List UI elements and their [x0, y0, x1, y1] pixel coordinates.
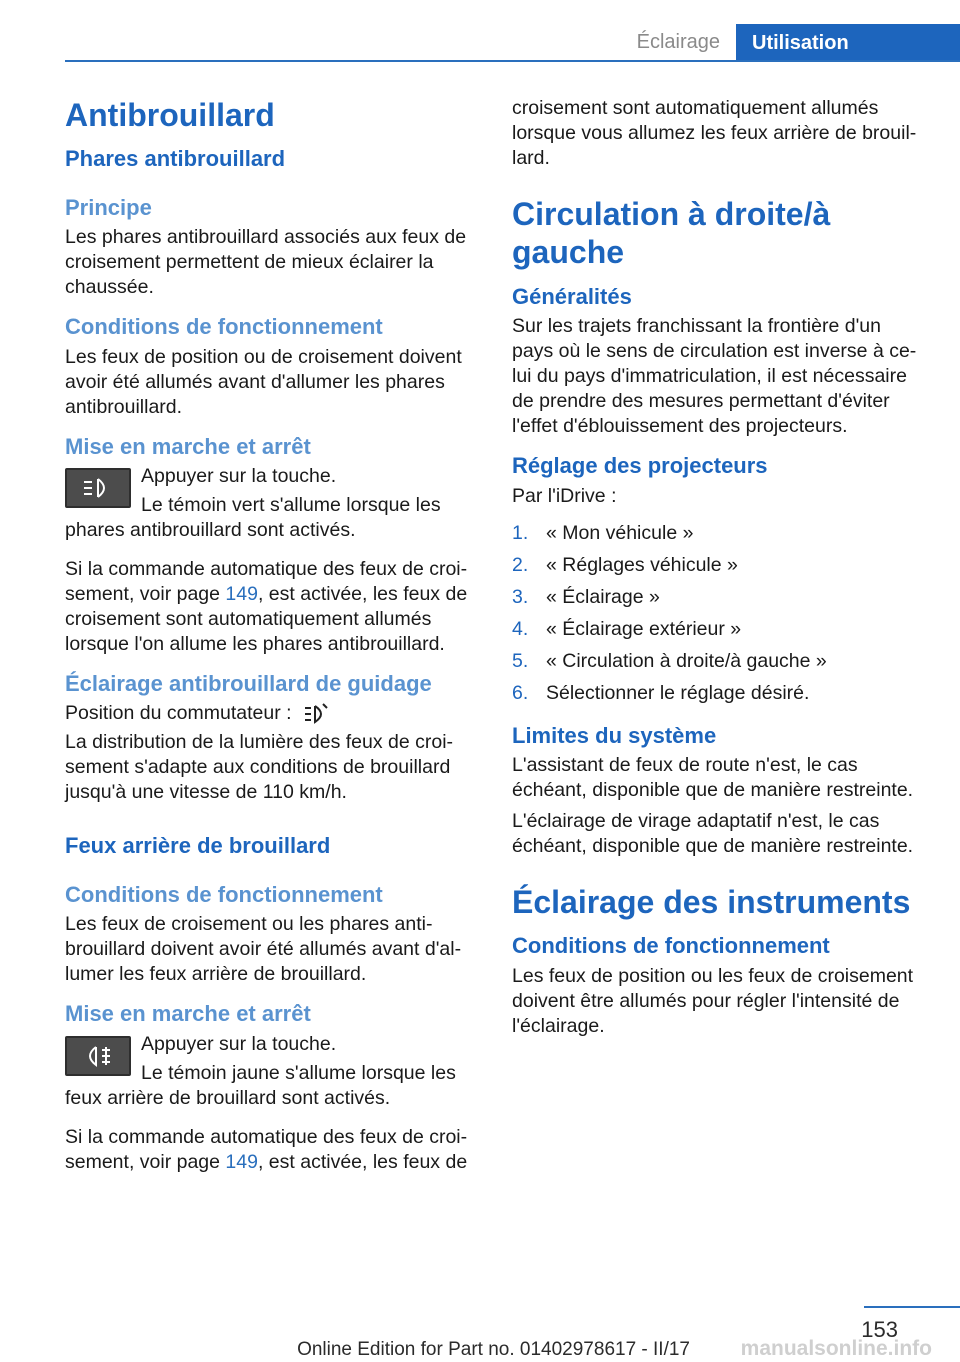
onoff-1-press: Appuyer sur la touche. [141, 464, 337, 487]
list-item: 1. « Mon véhicule » [512, 521, 694, 544]
heading-front-fog: Phares antibrouillard [65, 146, 286, 172]
auto-1-text: Si la commande automatique des feux de croi-sement, voir page 149, est activée, les feux de croisement sont automatiquement allumés lorsque l'on allume les phares antibrouillard. [65, 557, 468, 655]
onoff-2-lamp-cont: feux arrière de brouillard sont activés. [65, 1086, 391, 1109]
rear-fog-button-icon [65, 1036, 131, 1076]
front-fog-button-block [65, 464, 477, 518]
guide-text: La distribution de la lumière des feux de croi-sement s'adapte aux conditions de brouillard jusqu'à une vitesse de 110 km/h. [65, 731, 454, 804]
reglage-intro: Par l'iDrive : [512, 484, 617, 507]
section-title-instruments: Éclairage des instruments [512, 883, 911, 920]
watermark: manualsonline.info [740, 1337, 932, 1360]
heading-rear-fog: Feux arrière de brouillard [65, 833, 331, 859]
list-item: 4. « Éclairage extérieur » [512, 617, 742, 640]
heading-guide: Éclairage antibrouillard de guidage [65, 670, 432, 696]
heading-reglage: Réglage des projecteurs [512, 453, 768, 479]
left-column [65, 96, 477, 1189]
heading-onoff-2: Mise en marche et arrêt [65, 1001, 311, 1027]
limites-text-2: L'éclairage de virage adaptatif n'est, le cas échéant, disponible que de manière restreinte. [512, 809, 914, 857]
heading-limites: Limites du système [512, 722, 717, 748]
section-title-antibrouillard: Antibrouillard [65, 97, 275, 133]
guide-position: Position du commutateur : [65, 701, 477, 726]
conditions-3-text: Les feux de position ou les feux de croisement doivent être allumés pour régler l'intensité de l'éclairage. [512, 964, 914, 1037]
list-item: 2. « Réglages véhicule » [512, 553, 738, 576]
heading-generalites: Généralités [512, 283, 632, 309]
page-number: 153 [861, 1317, 898, 1342]
principe-text: Les phares antibrouillard associés aux feux de croisement permettent de mieux éclairer la chaussée. [65, 226, 467, 299]
onoff-2-lamp: Le témoin jaune s'allume lorsque les [141, 1061, 456, 1084]
heading-principe: Principe [65, 194, 152, 220]
list-item: 3. « Éclairage » [512, 585, 660, 608]
heading-onoff-1: Mise en marche et arrêt [65, 433, 311, 459]
limites-text-1: L'assistant de feux de route n'est, le cas échéant, disponible que de manière restreinte. [512, 753, 914, 801]
auto-2-text: Si la commande automatique des feux de croi-sement, voir page 149, est activée, les feux de [65, 1125, 468, 1173]
header-rule [65, 60, 960, 62]
page-link-149[interactable]: 149 [225, 582, 258, 605]
rear-fog-button-block [65, 1032, 477, 1086]
edition-text: Online Edition for Part no. 01402978617 - II/17 [297, 1339, 690, 1360]
footer-rule [864, 1306, 960, 1308]
heading-conditions-2: Conditions de fonctionnement [65, 881, 383, 907]
heading-conditions-3: Conditions de fonctionnement [512, 933, 830, 959]
heading-conditions-1: Conditions de fonctionnement [65, 314, 383, 340]
idrive-steps-list [512, 517, 927, 709]
onoff-2-press: Appuyer sur la touche. [141, 1032, 337, 1055]
conditions-2-text: Les feux de croisement ou les phares anti-brouillard doivent avoir été allumés avant d'al-lumer les feux arrière de brouillard. [65, 913, 462, 986]
onoff-1-lamp: Le témoin vert s'allume lorsque les [141, 493, 441, 516]
fog-guide-switch-icon [297, 702, 337, 726]
onoff-1-lamp-cont: phares antibrouillard sont activés. [65, 518, 356, 541]
right-column [512, 96, 927, 1053]
page-header [0, 24, 960, 62]
section-title-circulation: Circulation à droite/à gauche [512, 196, 831, 271]
continued-text: croisement sont automatiquement allumés lorsque vous allumez les feux arrière de brouil-lard. [512, 97, 917, 169]
page-link-149-b[interactable]: 149 [225, 1150, 258, 1173]
chapter-tab[interactable]: Utilisation [736, 24, 960, 62]
section-breadcrumb[interactable]: Éclairage [636, 31, 720, 53]
conditions-1-text: Les feux de position ou de croisement doivent avoir été allumés avant d'allumer les phares antibrouillard. [65, 345, 462, 418]
front-fog-button-icon [65, 468, 131, 508]
list-item: 6. Sélectionner le réglage désiré. [512, 681, 810, 704]
generalites-text: Sur les trajets franchissant la frontière d'un pays où le sens de circulation est inverse à ce-lui du pays d'immatriculation, il est nécessaire de prendre des mesures permettant d'éviter l'effet d'éblouissement des projecteurs. [512, 315, 917, 438]
list-item: 5. « Circulation à droite/à gauche » [512, 649, 827, 672]
